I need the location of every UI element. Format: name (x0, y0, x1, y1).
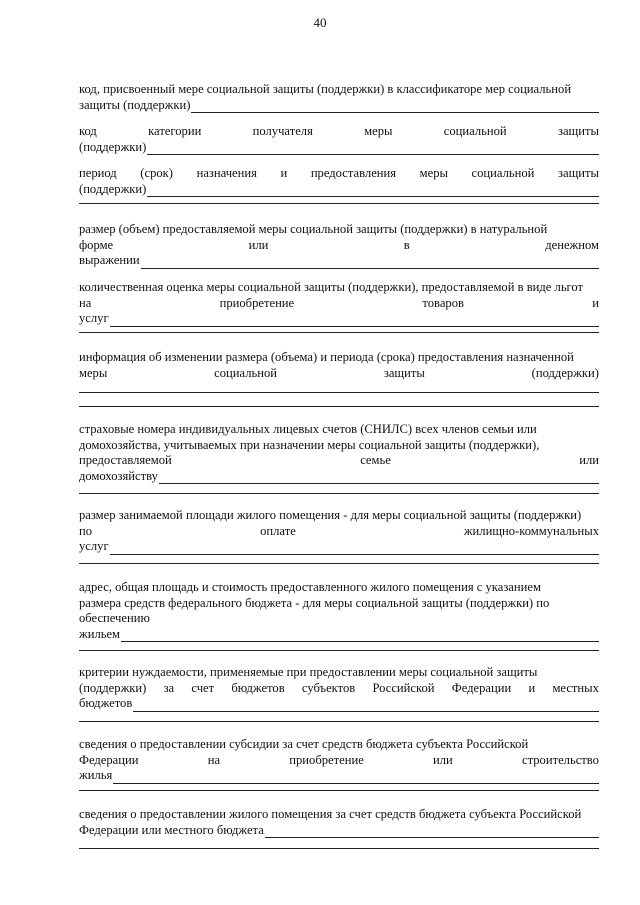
fill-in-field[interactable] (79, 627, 599, 643)
justified-word: денежном (545, 237, 599, 252)
fill-in-field[interactable] (79, 696, 599, 712)
justified-word: форме (79, 237, 114, 252)
justified-word: (поддержки) (531, 365, 599, 380)
justified-word: защиты (383, 365, 425, 380)
justified-word: местных (552, 680, 599, 695)
justified-line (79, 296, 599, 312)
blank-rule-line[interactable] (79, 332, 599, 333)
form-item (79, 807, 599, 838)
form-item (79, 222, 599, 269)
form-item (79, 508, 599, 555)
blank-line[interactable] (265, 826, 599, 838)
justified-line (79, 166, 599, 182)
item-text-line: код, присвоенный мере социальной защиты (поддержки) в классификаторе мер социальной (79, 82, 572, 96)
form-item (79, 280, 599, 327)
fill-in-field[interactable] (79, 182, 599, 198)
blank-rule-line[interactable] (79, 392, 599, 393)
item-text-line: количественная оценка меры социальной защиты (поддержки), предоставляемой в виде льгот (79, 280, 584, 294)
fill-in-field[interactable] (79, 469, 599, 485)
form-item (79, 422, 599, 484)
item-text-line: критерии нуждаемости, применяемые при предоставлении меры социальной защиты (79, 665, 538, 679)
justified-word: бюджетов (231, 680, 285, 695)
justified-word: семье (360, 453, 391, 467)
justified-line (79, 681, 599, 697)
form-item (79, 166, 599, 197)
blank-line[interactable] (133, 700, 599, 712)
justified-word: меры (419, 166, 448, 180)
field-label: домохозяйству (79, 468, 158, 483)
justified-word: и (592, 295, 599, 310)
justified-word: или (248, 237, 269, 252)
justified-word: субъектов (301, 680, 356, 695)
justified-line (79, 524, 599, 540)
justified-word: Российской (372, 680, 435, 695)
justified-word: строительство (522, 752, 599, 767)
form-item (79, 350, 599, 381)
field-label: (поддержки) (79, 139, 147, 154)
justified-word: жилищно-коммунальных (463, 523, 599, 538)
justified-word: на (79, 295, 92, 310)
justified-word: по (79, 523, 93, 538)
form-item (79, 665, 599, 712)
fill-in-field[interactable] (79, 311, 599, 327)
justified-word: или (579, 453, 599, 467)
justified-word: предоставления (310, 166, 397, 180)
justified-word: код (79, 124, 97, 138)
justified-word: назначения (196, 166, 257, 180)
blank-line[interactable] (110, 315, 599, 327)
justified-word: и (280, 166, 288, 180)
field-label: выражении (79, 253, 140, 267)
field-label: жильем (79, 626, 121, 641)
blank-line[interactable] (110, 543, 599, 555)
item-text-line: страховые номера индивидуальных лицевых счетов (СНИЛС) всех членов семьи или (79, 422, 537, 436)
blank-line[interactable] (147, 143, 599, 155)
justified-line (79, 238, 599, 254)
justified-word: Федерации (451, 680, 512, 695)
item-text-line: обеспечению (79, 611, 150, 625)
blank-rule-line[interactable] (79, 493, 599, 494)
justified-word: предоставляемой (79, 453, 172, 467)
justified-word: за (163, 680, 175, 695)
fill-in-field[interactable] (79, 768, 599, 784)
justified-word: товаров (422, 295, 464, 310)
justified-word: социальной (443, 124, 507, 138)
justified-word: счет (191, 680, 215, 695)
fill-in-field[interactable] (79, 253, 599, 269)
fill-in-field[interactable] (79, 140, 599, 156)
blank-rule-line[interactable] (79, 650, 599, 651)
blank-rule-line[interactable] (79, 848, 599, 849)
item-text-line: размер занимаемой площади жилого помещения - для меры социальной защиты (поддержки) (79, 508, 582, 522)
justified-word: период (79, 166, 117, 180)
justified-line (79, 753, 599, 769)
item-text-line: сведения о предоставлении жилого помещения за счет средств бюджета субъекта Российской (79, 807, 582, 821)
justified-word: на (207, 752, 221, 767)
justified-word: или (433, 752, 453, 767)
justified-word: защиты (557, 124, 599, 138)
blank-line[interactable] (141, 257, 599, 269)
form-item (79, 82, 599, 113)
form-item (79, 124, 599, 155)
field-label: (поддержки) (79, 181, 147, 196)
item-text-line: размер (объем) предоставляемой меры социальной защиты (поддержки) в натуральной (79, 222, 548, 236)
justified-line (79, 124, 599, 140)
blank-line[interactable] (191, 101, 599, 113)
justified-word: категории (148, 124, 202, 138)
justified-word: социальной (214, 365, 278, 380)
justified-word: меры (364, 124, 393, 138)
justified-line (79, 453, 599, 469)
justified-line (79, 366, 599, 382)
item-text-line: адрес, общая площадь и стоимость предоставленного жилого помещения с указанием (79, 580, 541, 594)
justified-word: приобретение (289, 752, 364, 767)
justified-word: и (528, 680, 536, 695)
justified-word: приобретение (219, 295, 295, 310)
fill-in-field[interactable] (79, 98, 599, 114)
justified-word: защиты (558, 166, 599, 180)
blank-rule-line[interactable] (79, 790, 599, 791)
justified-word: Федерации (79, 752, 139, 767)
item-text-line: домохозяйства, учитываемых при назначении меры социальной защиты (поддержки), (79, 437, 540, 452)
blank-line[interactable] (121, 630, 599, 642)
blank-rule-line[interactable] (79, 721, 599, 722)
justified-word: получателя (252, 124, 313, 138)
blank-line[interactable] (113, 772, 599, 784)
justified-word: меры (79, 365, 108, 380)
justified-word: (срок) (140, 166, 173, 180)
blank-rule-line[interactable] (79, 203, 599, 204)
field-label: услуг (79, 539, 109, 553)
justified-word: в (403, 237, 410, 252)
field-label: защиты (поддержки) (79, 97, 191, 112)
field-label: Федерации или местного бюджета (79, 822, 264, 837)
page-number: 40 (313, 15, 327, 30)
field-label: жилья (79, 768, 113, 782)
field-label: бюджетов (79, 696, 133, 710)
blank-line[interactable] (147, 185, 599, 197)
blank-rule-line[interactable] (79, 406, 599, 407)
fill-in-field[interactable] (79, 539, 599, 555)
item-text-line: размера средств федерального бюджета - для меры социальной защиты (поддержки) по (79, 595, 550, 610)
fill-in-field[interactable] (79, 823, 599, 839)
blank-line[interactable] (159, 472, 599, 484)
item-text-line: сведения о предоставлении субсидии за счет средств бюджета субъекта Российской (79, 737, 529, 751)
form-item (79, 580, 599, 642)
justified-word: (поддержки) (79, 680, 147, 695)
blank-rule-line[interactable] (79, 563, 599, 564)
justified-word: социальной (471, 166, 535, 180)
form-item (79, 737, 599, 784)
justified-word: оплате (260, 523, 296, 538)
item-text-line: информация об изменении размера (объема) и периода (срока) предоставления назначенной (79, 350, 574, 364)
field-label: услуг (79, 311, 109, 325)
